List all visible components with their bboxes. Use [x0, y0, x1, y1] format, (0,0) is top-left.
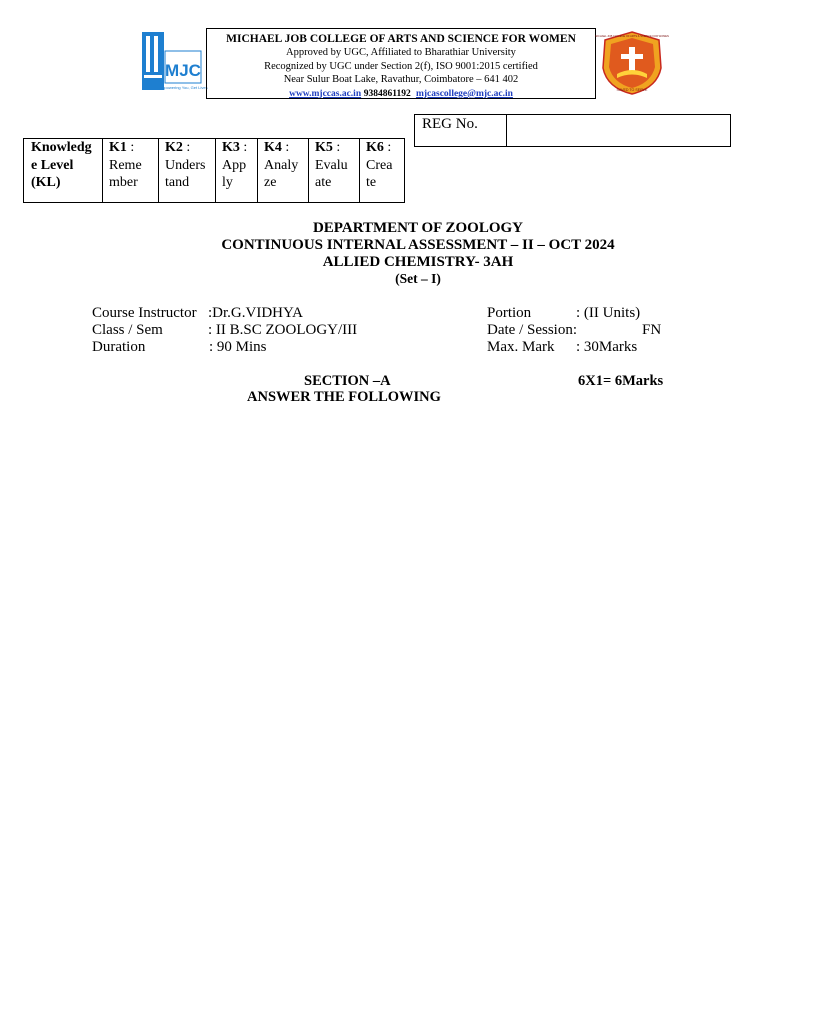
assessment-title: CONTINUOUS INTERNAL ASSESSMENT – II – OCT 2024: [221, 237, 615, 253]
portion-label: Portion: [487, 305, 532, 321]
email-link[interactable]: mjcascollege@mjc.ac.in: [415, 88, 513, 99]
section-title: SECTION –A: [304, 373, 391, 389]
reg-no-box: [414, 114, 731, 147]
recognition-line: Recognized by UGC under Section 2(f), ISO 9001:2015 certified: [264, 60, 538, 72]
contact-line: [207, 87, 595, 102]
duration-value: : 90 Mins: [209, 339, 267, 355]
logo-tagline: Empowering You, Get Lives: [158, 85, 208, 90]
kl-k4-cell: K4 : Analy ze: [258, 139, 309, 203]
knowledge-level-table: [23, 138, 405, 203]
college-seal: [595, 30, 669, 96]
instructor-label: Course Instructor: [92, 305, 197, 321]
logo-text: MJC: [165, 61, 201, 80]
seal-text-top: MICHAEL JOB COLLEGE OF ARTS & SCIENCE FOR WOMEN: [595, 35, 669, 38]
duration-label: Duration: [92, 339, 146, 355]
phone-number: 9384861192: [363, 88, 411, 99]
max-mark-value: : 30Marks: [576, 339, 638, 355]
reg-no-field[interactable]: [507, 115, 730, 146]
date-session-label: Date / Session:: [487, 322, 577, 338]
kl-k5-cell: K5 : Evalu ate: [309, 139, 360, 203]
seal-text-bottom: SAVED TO SERVE: [616, 88, 648, 92]
class-label: Class / Sem: [92, 322, 163, 338]
date-session-value: FN: [642, 322, 662, 338]
portion-value: : (II Units): [576, 305, 641, 321]
reg-no-label: REG No.: [415, 115, 507, 146]
kl-k2-cell: K2 : Unders tand: [159, 139, 216, 203]
college-name: MICHAEL JOB COLLEGE OF ARTS AND SCIENCE FOR WOMEN: [226, 33, 576, 45]
section-marks: 6X1= 6Marks: [578, 373, 664, 389]
kl-k3-cell: K3 : App ly: [216, 139, 258, 203]
subject-title: ALLIED CHEMISTRY- 3AH: [322, 254, 514, 270]
kl-k1-cell: K1 : Reme mber: [103, 139, 159, 203]
class-value: : II B.SC ZOOLOGY/III: [208, 322, 358, 338]
instructor-value: :Dr.G.VIDHYA: [208, 305, 303, 321]
address-line: Near Sulur Boat Lake, Ravathur, Coimbatore – 641 402: [283, 74, 519, 85]
section-instruction: ANSWER THE FOLLOWING: [247, 389, 441, 405]
max-mark-label: Max. Mark: [487, 339, 555, 355]
kl-k6-cell: K6 : Crea te: [360, 139, 405, 203]
website-link[interactable]: www.mjccas.ac.in: [289, 88, 362, 99]
kl-header-cell: Knowledg e Level (KL): [24, 139, 103, 203]
department-title: DEPARTMENT OF ZOOLOGY: [312, 220, 524, 236]
college-banner: [206, 28, 596, 99]
college-logo: [141, 31, 208, 93]
set-label: (Set – I): [395, 271, 441, 286]
approval-line: Approved by UGC, Affiliated to Bharathiar University: [286, 47, 516, 58]
